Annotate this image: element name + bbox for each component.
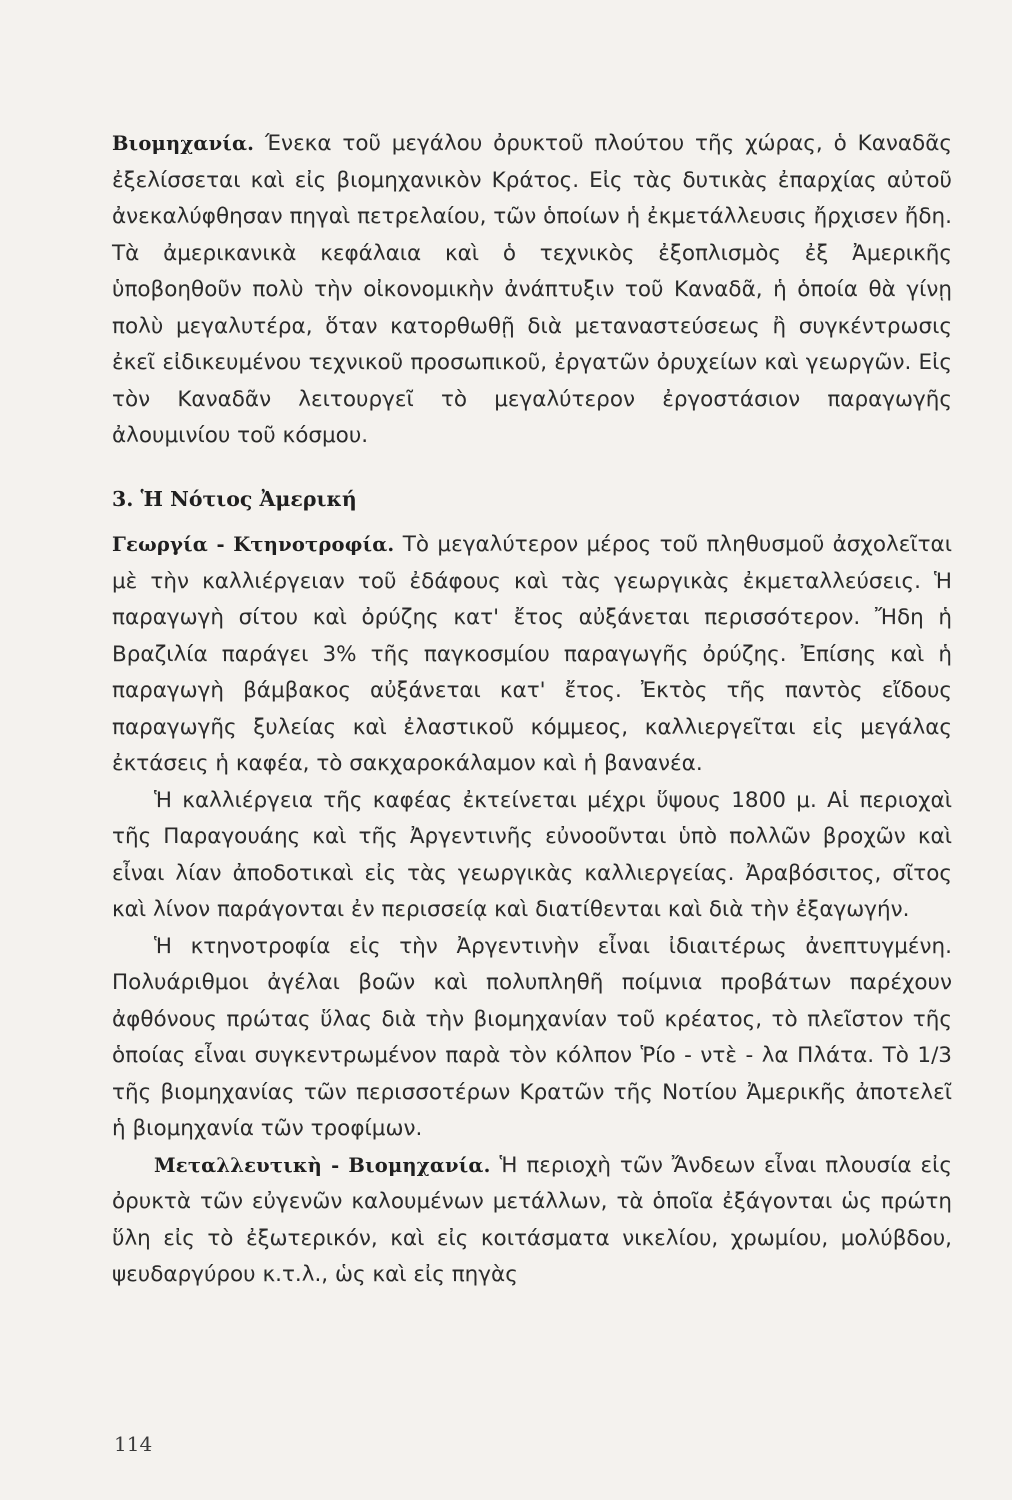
section-heading: 3. Ἡ Νότιος Ἀμερική bbox=[112, 486, 357, 511]
paragraph-lead-mining: Μεταλλευτικὴ - Βιομηχανία. bbox=[154, 1153, 491, 1177]
paragraph-text: Ἡ κτηνοτροφία εἰς τὴν Ἀργεντινὴν εἶναι ἰδιαιτέρως ἀνεπτυγμένη. Πολυάριθμοι ἀγέλαι βοῶν καὶ πολυπληθῆ ποίμνια προβάτων παρέχουν ἀφθόνους πρώτας ὕλας διὰ τὴν βιομηχανίαν τοῦ κρέατος, τὸ πλεῖστον τῆς ὁποίας εἶναι συγκεντρωμένον παρὰ τὸν κόλπον Ῥίο - ντὲ - λα Πλάτα. Τὸ 1/3 τῆς βιομηχανίας τῶν περισσοτέρων Κρατῶν τῆς Νοτίου Ἀμερικῆς ἀποτελεῖ ἡ βιομηχανία τῶν τροφίμων. bbox=[112, 933, 952, 1141]
paragraph-text: Ἡ καλλιέργεια τῆς καφέας ἐκτείνεται μέχρι ὕψους 1800 μ. Αἱ περιοχαὶ τῆς Παραγουάης καὶ τῆς Ἀργεντινῆς εὐνοοῦνται ὑπὸ πολλῶν βροχῶν καὶ εἶναι λίαν ἀποδοτικαὶ εἰς τὰς γεωργικὰς καλλιεργείας. Ἀραβόσιτος, σῖτος καὶ λίνον παράγονται ἐν περισσείᾳ καὶ διατίθενται καὶ διὰ τὴν ἐξαγωγήν. bbox=[112, 787, 952, 922]
paragraph-text: Ἡ περιοχὴ τῶν Ἄνδεων εἶναι πλουσία εἰς ὀρυκτὰ τῶν εὐγενῶν καλουμένων μετάλλων, τὰ ὁποῖα ἐξάγονται ὡς πρώτη ὕλη εἰς τὸ ἐξωτερικόν, καὶ εἰς κοιτάσματα νικελίου, χρωμίου, μολύβδου, ψευδαργύρου κ.τ.λ., ὡς καὶ εἰς πηγὰς bbox=[112, 1152, 952, 1287]
paragraph-industry-canada bbox=[112, 126, 952, 455]
paragraph-text: Ένεκα τοῦ μεγάλου ὀρυκτοῦ πλούτου τῆς χώρας, ὁ Καναδᾶς ἐξελίσσεται καὶ εἰς βιομηχανικὸν Κράτος. Εἰς τὰς δυτικὰς ἐπαρχίας αὐτοῦ ἀνεκαλύφθησαν πηγαὶ πετρελαίου, τῶν ὁποίων ἡ ἐκμετάλλευσις ἤρχισεν ἤδη. Τὰ ἀμερικανικὰ κεφάλαια καὶ ὁ τεχνικὸς ἐξοπλισμὸς ἐξ Ἀμερικῆς ὑποβοηθοῦν πολὺ τὴν οἰκονομικὴν ἀνάπτυξιν τοῦ Καναδᾶ, ἡ ὁποία θὰ γίνῃ πολὺ μεγαλυτέρα, ὅταν κατορθωθῇ διὰ μεταναστεύσεως ἢ συγκέντρωσις ἐκεῖ εἰδικευμένου τεχνικοῦ προσωπικοῦ, ἐργατῶν ὀρυχείων καὶ γεωργῶν. Εἰς τὸν Καναδᾶν λειτουργεῖ τὸ μεγαλύτερον ἐργοστάσιον παραγωγῆς ἀλουμινίου τοῦ κόσμου. bbox=[112, 131, 952, 448]
paragraph-lead-agriculture: Γεωργία - Κτηνοτροφία. bbox=[112, 533, 395, 556]
paragraph-text: Τὸ μεγαλύτερον μέρος τοῦ πληθυσμοῦ ἀσχολεῖται μὲ τὴν καλλιέργειαν τοῦ ἐδάφους καὶ τὰς γεωργικὰς ἐκμεταλλεύσεις. Ἡ παραγωγὴ σίτου καὶ ὀρύζης κατ' ἔτος αὐξάνεται περισσότερον. Ἤδη ἡ Βραζιλία παράγει 3% τῆς παγκοσμίου παραγωγῆς ὀρύζης. Ἐπίσης καὶ ἡ παραγωγὴ βάμβακος αὐξάνεται κατ' ἔτος. Ἐκτὸς τῆς παντὸς εἴδους παραγωγῆς ξυλείας καὶ ἐλαστικοῦ κόμμεος, καλλιεργεῖται εἰς μεγάλας ἐκτάσεις ἡ καφέα, τὸ σακχαροκάλαμον καὶ ἡ βανανέα. bbox=[112, 532, 952, 776]
page-number: 114 bbox=[114, 1432, 153, 1456]
paragraph-livestock bbox=[112, 929, 952, 1148]
paragraph-coffee bbox=[112, 783, 952, 929]
paragraph-lead-industry: Βιομηχανία. bbox=[112, 132, 255, 155]
paragraph-agriculture bbox=[112, 527, 952, 783]
paragraph-mining bbox=[112, 1148, 952, 1294]
page-body bbox=[112, 126, 952, 1294]
